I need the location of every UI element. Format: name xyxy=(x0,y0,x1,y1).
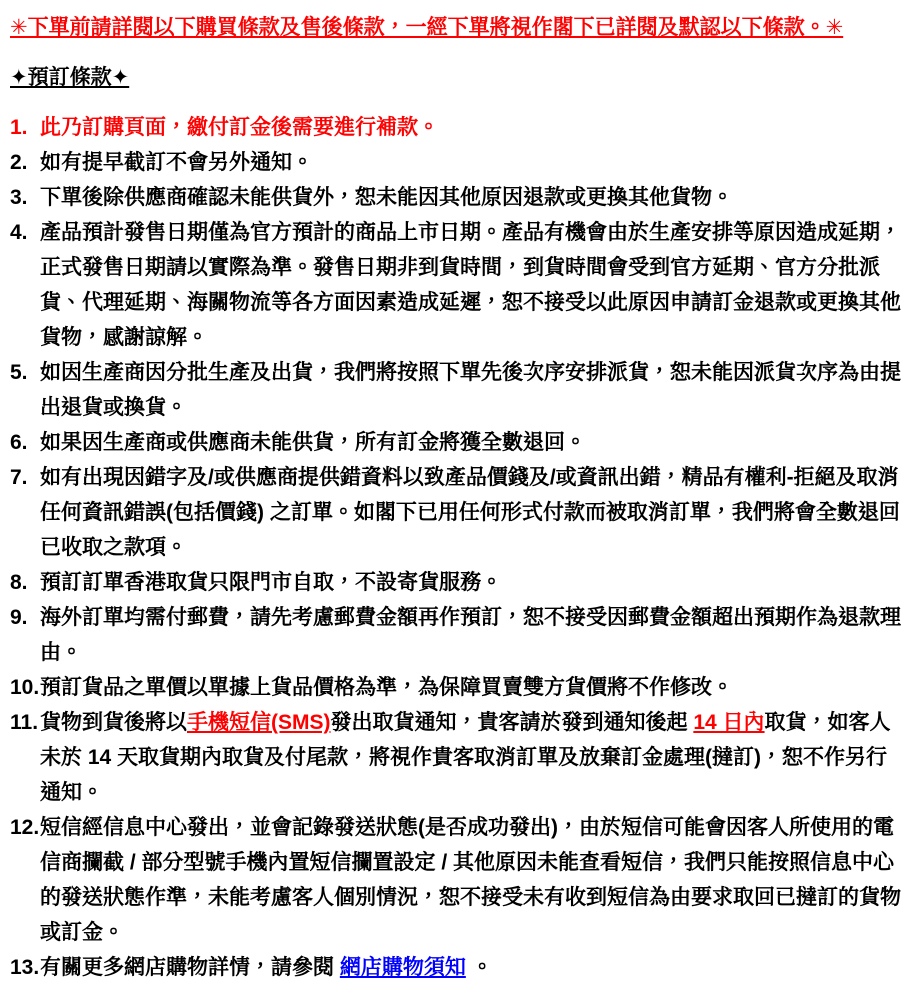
term-item xyxy=(10,810,905,950)
term-number: 6. xyxy=(10,431,28,454)
term-item xyxy=(10,460,905,565)
term-text-run: 貨物到貨後將以 xyxy=(40,711,187,734)
term-number: 8. xyxy=(10,571,28,594)
terms-list xyxy=(10,110,905,985)
term-number: 12. xyxy=(10,816,40,839)
term-text-run: 發出取貨通知，貴客請於發到通知後起 xyxy=(330,711,694,734)
shop-notice-link[interactable]: 網店購物須知 xyxy=(339,956,466,979)
term-text xyxy=(40,460,905,565)
term-number: 7. xyxy=(10,466,28,489)
term-item xyxy=(10,110,905,145)
term-number: 9. xyxy=(10,606,28,629)
term-number: 3. xyxy=(10,186,28,209)
term-text-run: 預訂貨品之單價以單據上貨品價格為準，為保障買賣雙方貨價將不作修改。 xyxy=(40,676,733,699)
term-text-run: 此乃訂購頁面，繳付訂金後需要進行補款。 xyxy=(40,116,439,139)
term-text xyxy=(40,355,905,425)
term-text-run: 產品預計發售日期僅為官方預計的商品上市日期。產品有機會由於生產安排等原因造成延期，正式發售日期請以實際為準。發售日期非到貨時間，到貨時間會受到官方延期、官方分批派貨、代理延期、海關物流等各方面因素造成延遲，恕不接受以此原因申請訂金退款或更換其他貨物，感謝諒解。 xyxy=(40,221,901,349)
term-item xyxy=(10,565,905,600)
term-text-run: 手機短信(SMS) xyxy=(187,711,331,734)
term-text-run: 有關更多網店購物詳情，請參閱 xyxy=(40,956,340,979)
term-text xyxy=(40,670,905,705)
term-number: 4. xyxy=(10,221,28,244)
term-number: 1. xyxy=(10,116,28,139)
term-text-run: 。 xyxy=(465,956,493,979)
term-item xyxy=(10,215,905,355)
term-number: 10. xyxy=(10,676,40,699)
term-item xyxy=(10,705,905,810)
term-text-run: 短信經信息中心發出，並會記錄發送狀態(是否成功發出)，由於短信可能會因客人所使用的電信商攔截 / 部分型號手機內置短信攔置設定 / 其他原因未能查看短信，我們只能按照信息中心的發送狀態作準，未能考慮客人個別情況，恕不接受未有收到短信為由要求取回已撻訂的貨物或訂金。 xyxy=(40,816,901,944)
term-item xyxy=(10,145,905,180)
term-text-run: 如有出現因錯字及/或供應商提供錯資料以致產品價錢及/或資訊出錯，精品有權利-拒絕及取消任何資訊錯誤(包括價錢) 之訂單。如閣下已用任何形式付款而被取消訂單，我們將會全數退回已收取之款項。 xyxy=(40,466,900,559)
term-text-run: 如因生產商因分批生產及出貨，我們將按照下單先後次序安排派貨，恕未能因派貨次序為由提出退貨或換貨。 xyxy=(40,361,901,419)
term-text xyxy=(40,565,905,600)
term-text xyxy=(40,425,905,460)
term-item xyxy=(10,670,905,705)
term-text-run: 如有提早截訂不會另外通知。 xyxy=(40,151,313,174)
term-text-run: 海外訂單均需付郵費，請先考慮郵費金額再作預訂，恕不接受因郵費金額超出預期作為退款理由。 xyxy=(40,606,901,664)
term-item xyxy=(10,180,905,215)
term-item xyxy=(10,425,905,460)
term-text-run: 如果因生產商或供應商未能供貨，所有訂金將獲全數退回。 xyxy=(40,431,586,454)
term-text xyxy=(40,110,905,145)
term-number: 5. xyxy=(10,361,28,384)
term-item xyxy=(10,950,905,985)
term-number: 2. xyxy=(10,151,28,174)
term-text xyxy=(40,705,905,810)
term-number: 13. xyxy=(10,956,40,979)
term-item xyxy=(10,355,905,425)
term-text xyxy=(40,215,905,355)
term-text xyxy=(40,145,905,180)
term-text-run: 14 日內 xyxy=(693,711,765,734)
section-heading-preorder-terms: ✦預訂條款✦ xyxy=(10,66,130,89)
term-text xyxy=(40,810,905,950)
pre-order-warning-notice: ✳下單前請詳閱以下購買條款及售後條款，一經下單將視作閣下已詳閱及默認以下條款。✳ xyxy=(10,16,844,39)
term-text-run: 取貨，如客人未於 14 天取貨期內取貨及付尾款，將視作貴客取消訂單及放棄訂金處理(撻訂)，恕不作另行通知。 xyxy=(40,711,891,804)
term-item xyxy=(10,600,905,670)
term-text-run: 預訂訂單香港取貨只限門市自取，不設寄貨服務。 xyxy=(40,571,502,594)
term-text xyxy=(40,950,905,985)
term-number: 11. xyxy=(10,711,39,734)
term-text xyxy=(40,180,905,215)
term-text-run: 下單後除供應商確認未能供貨外，恕未能因其他原因退款或更換其他貨物。 xyxy=(40,186,733,209)
term-text xyxy=(40,600,905,670)
